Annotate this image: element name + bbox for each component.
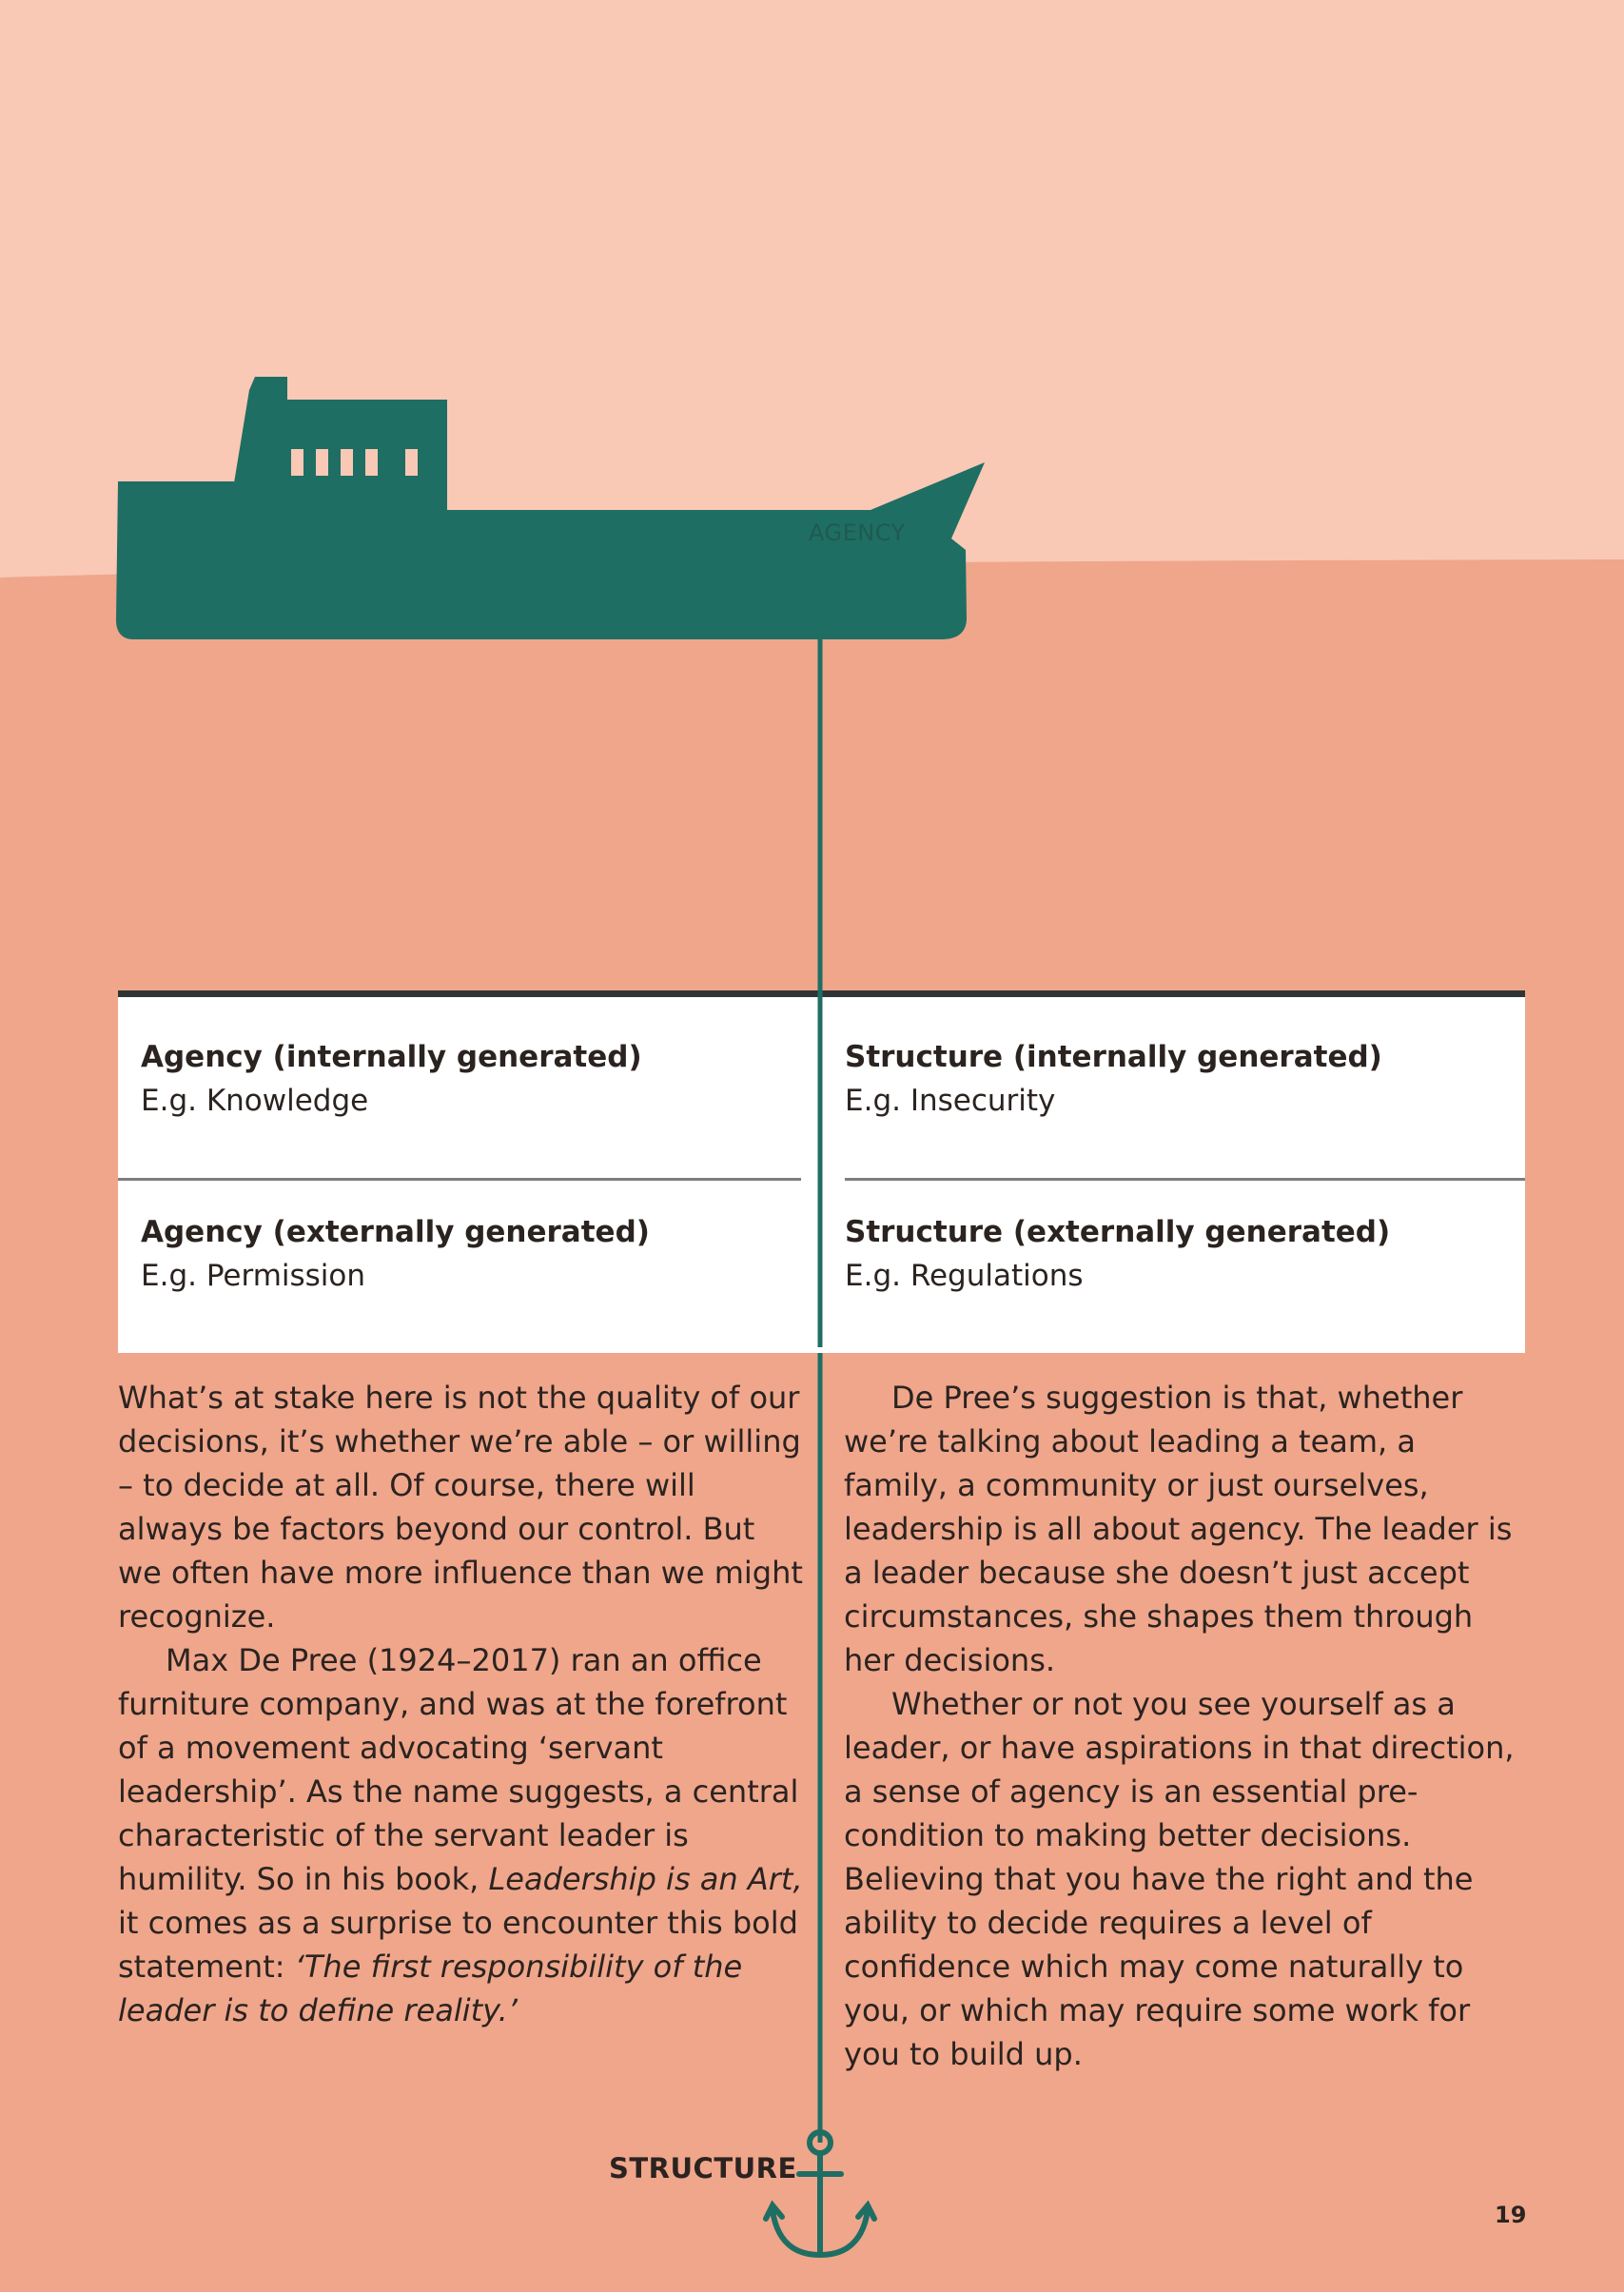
anchor-icon	[766, 2132, 874, 2255]
ship-label: AGENCY	[809, 519, 906, 546]
row-divider	[845, 1178, 1525, 1181]
table-cell	[141, 1035, 769, 1123]
row-divider	[118, 1178, 801, 1181]
cell-title: Structure (internally generated)	[845, 1040, 1382, 1074]
cell-title: Agency (externally generated)	[141, 1215, 650, 1249]
book-title: Leadership is an Art,	[488, 1861, 803, 1897]
cell-title: Structure (externally generated)	[845, 1215, 1391, 1249]
paragraph-text: Max De Pree (1924–2017) ran an office furniture company, and was at the forefront of a movement advocating ‘servant leadership’. As the name suggests, a central characteristic of the servant leader is humility. So in his book,	[118, 1642, 799, 1897]
cell-example: E.g. Regulations	[845, 1259, 1084, 1293]
agency-structure-table	[118, 990, 1525, 1353]
cell-example: E.g. Knowledge	[141, 1084, 369, 1118]
cell-example: E.g. Insecurity	[845, 1084, 1056, 1118]
page-number: 19	[1495, 2202, 1527, 2228]
table-cell	[845, 1210, 1473, 1298]
paragraph: What’s at stake here is not the quality of our decisions, it’s whether we’re able – or willing – to decide at all. Of course, there will always be factors beyond our control. But we often have more influence than we might recognize.	[118, 1380, 803, 1635]
paragraph: Whether or not you see yourself as a leader, or have aspirations in that direction, a sense of agency is an essential pre-condition to making better decisions. Believing that you have the right and the ability to decide requires a level of confidence which may come naturally to you, or which may require some work for you to build up.	[844, 1686, 1515, 2072]
window	[341, 449, 353, 476]
window	[405, 449, 418, 476]
body-column-right	[844, 1376, 1529, 2076]
paragraph: De Pree’s suggestion is that, whether we’re talking about leading a team, a family, a community or just ourselves, leadership is all about agency. The leader is a leader because she doesn’t just accept circumstances, she shapes them through her decisions.	[844, 1380, 1513, 1678]
body-column-left	[118, 1376, 803, 2032]
cell-example: E.g. Permission	[141, 1259, 366, 1293]
table-cell	[845, 1035, 1473, 1123]
anchor-label: STRUCTURE	[609, 2152, 797, 2184]
cell-title: Agency (internally generated)	[141, 1040, 642, 1074]
table-cell	[141, 1210, 769, 1298]
quote: ‘The first responsibility of the leader is to define reality.’	[118, 1949, 743, 2028]
window	[365, 449, 378, 476]
window	[316, 449, 328, 476]
window	[291, 449, 303, 476]
ship-cabin	[230, 377, 447, 506]
paragraph-text: it comes as a surprise to encounter this bold statement:	[118, 1905, 798, 1985]
paragraph	[118, 1638, 803, 2032]
